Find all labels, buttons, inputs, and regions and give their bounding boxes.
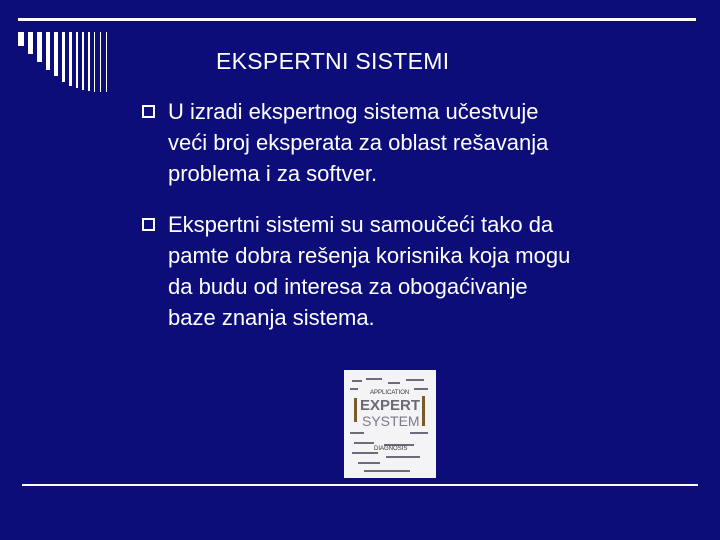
bullet-item (142, 96, 702, 189)
slide-title: EKSPERTNI SISTEMI (216, 48, 450, 74)
wordcloud-word: EXPERT (360, 397, 421, 414)
bullet-list (142, 96, 702, 353)
bullet-line: pamte dobra rešenja korisnika koja mogu (168, 243, 571, 268)
bullet-item (142, 209, 702, 333)
bottom-rule (22, 484, 698, 486)
bullet-line: problema i za softver. (168, 161, 378, 186)
square-bullet-icon (142, 105, 155, 118)
expert-system-wordcloud-image (344, 370, 436, 478)
bullet-line: U izradi ekspertnog sistema učestvuje (168, 99, 539, 124)
wordcloud-word: DIAGNOSIS (374, 446, 408, 452)
bullet-line: da budu od interesa za obogaćivanje (168, 274, 528, 299)
decorative-bars (18, 32, 128, 92)
wordcloud-word: SYSTEM (362, 413, 420, 429)
square-bullet-icon (142, 218, 155, 231)
bullet-line: veći broj eksperata za oblast rešavanja (168, 130, 549, 155)
top-rule (18, 18, 696, 21)
bullet-line: baze znanja sistema. (168, 305, 375, 330)
wordcloud-word: APPLICATION (370, 390, 410, 396)
bullet-line: Ekspertni sistemi su samoučeći tako da (168, 212, 554, 237)
